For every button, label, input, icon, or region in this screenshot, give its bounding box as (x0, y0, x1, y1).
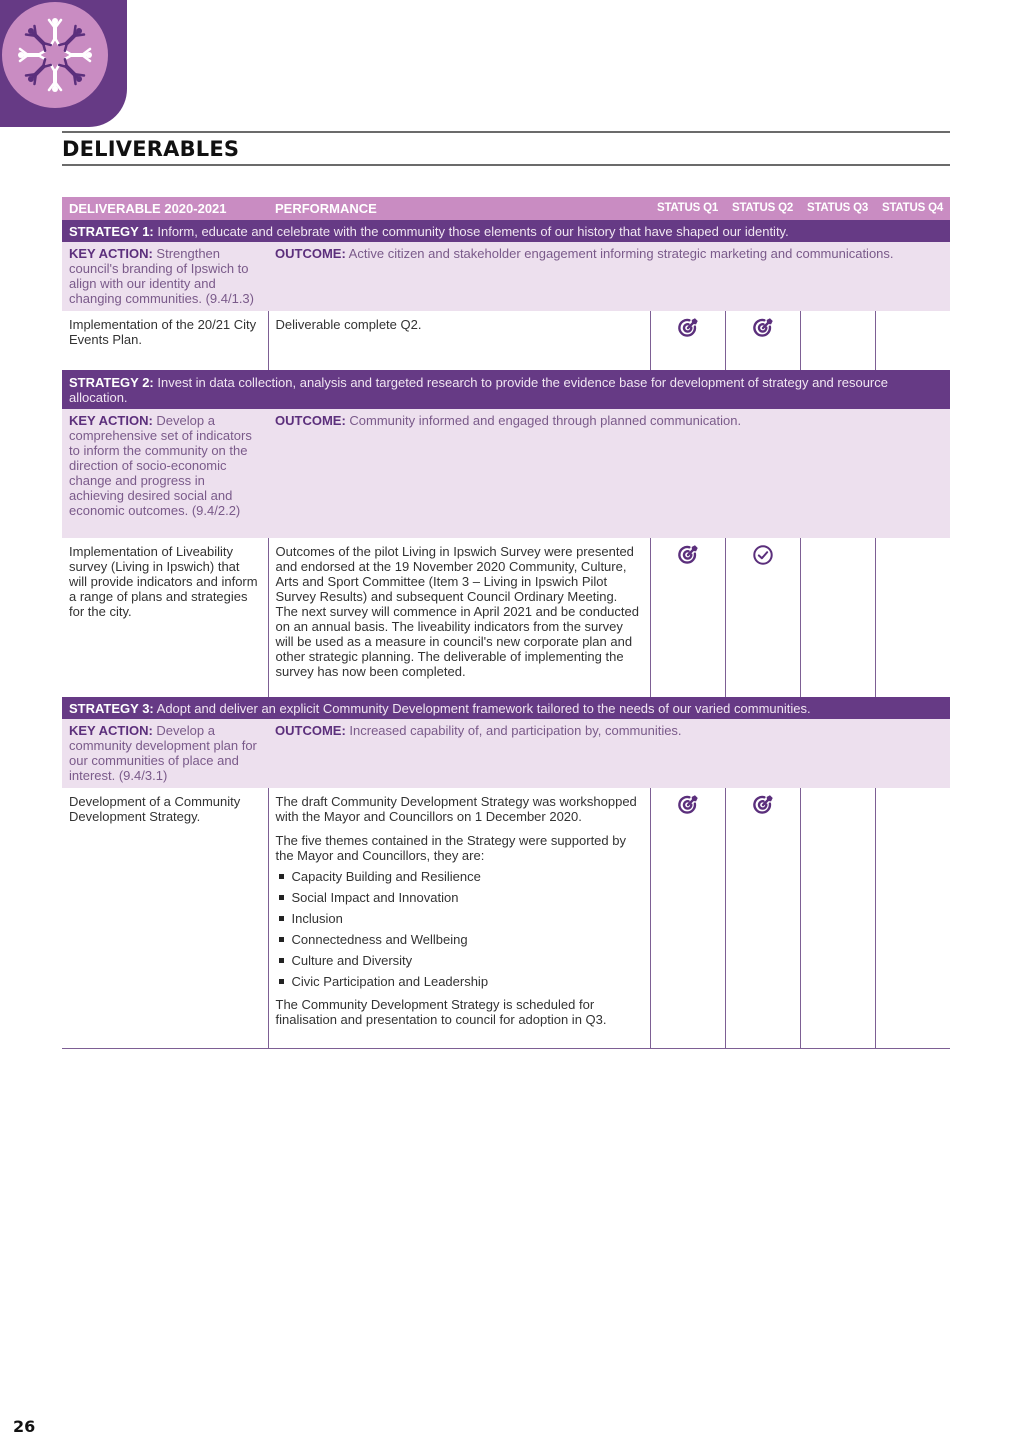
strategy-cell (62, 370, 950, 409)
header-status-q3: STATUS Q3 (800, 197, 875, 220)
target-icon (677, 544, 699, 566)
header-status-q2: STATUS Q2 (725, 197, 800, 220)
status-q2-cell (725, 788, 800, 1048)
status-q1-cell (650, 538, 725, 697)
list-item: Civic Participation and Leadership (276, 974, 643, 989)
list-item: Social Impact and Innovation (276, 890, 643, 905)
target-icon (752, 317, 774, 339)
list-item: Inclusion (276, 911, 643, 926)
people-circle-logo-icon (2, 2, 108, 108)
performance-text: The draft Community Development Strategy was workshopped with the Mayor and Councillors on 1 December 2020. (275, 794, 637, 824)
header-status-q1: STATUS Q1 (650, 197, 725, 220)
performance-text: Deliverable complete Q2. (275, 317, 422, 332)
header-performance: PERFORMANCE (268, 197, 650, 220)
header-status-q4: STATUS Q4 (875, 197, 950, 220)
status-q3-cell (800, 311, 875, 370)
target-icon (677, 794, 699, 816)
outcome-text: Community informed and engaged through planned communication. (345, 413, 742, 428)
outcome-label: OUTCOME: (275, 413, 346, 428)
key-action-cell (62, 409, 268, 538)
strategy-row (62, 370, 950, 409)
key-action-row (62, 409, 950, 538)
outcome-label: OUTCOME: (275, 723, 346, 738)
performance-cell (268, 311, 650, 370)
target-icon (752, 794, 774, 816)
status-q4-cell (875, 311, 950, 370)
strategy-label: STRATEGY 1: (69, 224, 154, 239)
key-action-cell (62, 719, 268, 788)
page-title: DELIVERABLES (62, 137, 240, 161)
status-q4-cell (875, 538, 950, 697)
strategy-row (62, 697, 950, 719)
key-action-label: KEY ACTION: (69, 246, 153, 261)
status-q3-cell (800, 788, 875, 1048)
header-deliverable: DELIVERABLE 2020-2021 (62, 197, 268, 220)
deliverable-cell: Implementation of the 20/21 City Events Plan. (62, 311, 268, 370)
strategy-row (62, 220, 950, 242)
key-action-label: KEY ACTION: (69, 723, 153, 738)
check-circle-icon (752, 544, 774, 566)
status-q3-cell (800, 538, 875, 697)
target-icon (677, 317, 699, 339)
deliverable-cell: Development of a Community Development Strategy. (62, 788, 268, 1048)
performance-text: The five themes contained in the Strategy were supported by the Mayor and Councillors, they are: (275, 833, 626, 863)
outcome-text: Active citizen and stakeholder engagement informing strategic marketing and communications. (345, 246, 894, 261)
strategy-text: Inform, educate and celebrate with the community those elements of our history that have shaped our identity. (153, 224, 789, 239)
outcome-cell (268, 719, 950, 788)
deliverable-row (62, 538, 950, 697)
status-q2-cell (725, 311, 800, 370)
title-divider-bottom (62, 164, 950, 166)
performance-cell (268, 538, 650, 697)
outcome-cell (268, 242, 950, 311)
list-item: Culture and Diversity (276, 953, 643, 968)
outcome-cell (268, 409, 950, 538)
strategy-label: STRATEGY 3: (69, 701, 154, 716)
performance-cell (268, 788, 650, 1048)
deliverables-table (62, 197, 950, 1049)
key-action-text: Develop a community development plan for our communities of place and interest. (9.4/3.1) (69, 723, 257, 783)
list-item: Capacity Building and Resilience (276, 869, 643, 884)
key-action-cell (62, 242, 268, 311)
key-action-row (62, 719, 950, 788)
status-q2-cell (725, 538, 800, 697)
themes-list (276, 869, 643, 989)
key-action-label: KEY ACTION: (69, 413, 153, 428)
key-action-text: Develop a comprehensive set of indicators to inform the community on the direction of socio-economic change and progress in achieving desired social and economic outcomes. (9.4/2.2) (69, 413, 252, 518)
status-q1-cell (650, 788, 725, 1048)
status-q1-cell (650, 311, 725, 370)
page-number: 26 (13, 1417, 36, 1436)
key-action-row (62, 242, 950, 311)
deliverable-row (62, 788, 950, 1048)
table-header-row (62, 197, 950, 220)
strategy-text: Invest in data collection, analysis and targeted research to provide the evidence base for development of strategy and resource allocation. (69, 375, 888, 405)
strategy-text: Adopt and deliver an explicit Community Development framework tailored to the needs of our varied communities. (153, 701, 811, 716)
strategy-label: STRATEGY 2: (69, 375, 154, 390)
status-q4-cell (875, 788, 950, 1048)
corner-badge (0, 0, 127, 127)
deliverable-row (62, 311, 950, 370)
title-divider-top (62, 131, 950, 133)
list-item: Connectedness and Wellbeing (276, 932, 643, 947)
strategy-cell (62, 220, 950, 242)
key-action-text: Strengthen council's branding of Ipswich to align with our identity and changing communities. (9.4/1.3) (69, 246, 254, 306)
performance-closing-text: The Community Development Strategy is scheduled for finalisation and presentation to council for adoption in Q3. (275, 997, 607, 1027)
outcome-text: Increased capability of, and participation by, communities. (345, 723, 682, 738)
outcome-label: OUTCOME: (275, 246, 346, 261)
strategy-cell (62, 697, 950, 719)
deliverable-cell: Implementation of Liveability survey (Living in Ipswich) that will provide indicators and inform a range of plans and strategies for the city. (62, 538, 268, 697)
performance-text: Outcomes of the pilot Living in Ipswich Survey were presented and endorsed at the 19 November 2020 Community, Culture, Arts and Sport Committee (Item 3 – Living in Ipswich Pilot Survey Results) and subsequent Council Ordinary Meeting. The next survey will commence in April 2021 and be conducted on an annual basis. The liveability indicators from the survey will be used as a measure in council's new corporate plan and other strategic planning. The deliverable of implementing the survey has now been completed. (275, 544, 639, 679)
